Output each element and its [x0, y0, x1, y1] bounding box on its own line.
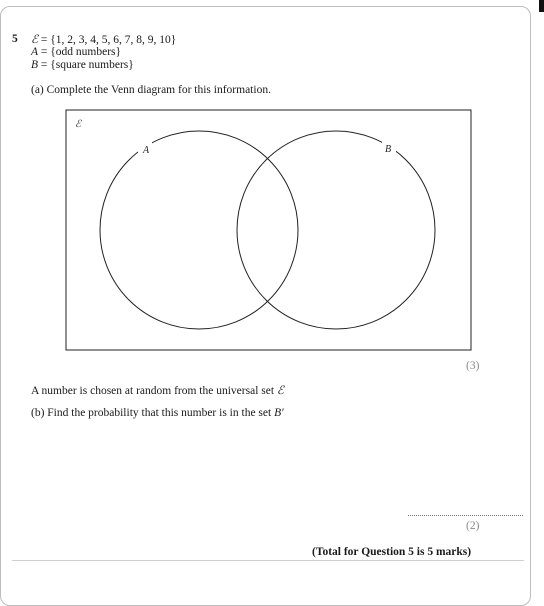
total-marks: (Total for Question 5 is 5 marks) — [312, 546, 472, 558]
part-b-text: (b) Find the probability that this number is in the set — [31, 407, 275, 419]
random-choice-text — [31, 384, 284, 398]
part-b-prompt — [31, 407, 284, 420]
part-a-prompt: (a) Complete the Venn diagram for this information. — [31, 84, 271, 96]
bottom-rule — [12, 560, 524, 561]
universal-symbol-inline: ℰ — [276, 383, 284, 397]
answer-line[interactable] — [408, 515, 523, 516]
set-b-label: B — [385, 144, 392, 155]
set-b-circle — [237, 131, 435, 329]
set-a-var: A — [31, 46, 39, 58]
universal-set-rectangle — [66, 110, 471, 350]
universal-set-label: ℰ — [75, 119, 82, 130]
set-a-circle — [100, 131, 298, 329]
set-a-label: A — [143, 145, 150, 156]
universal-set-values: = {1, 2, 3, 4, 5, 6, 7, 8, 9, 10} — [37, 34, 177, 46]
part-a-marks: (3) — [466, 360, 480, 372]
set-b-var: B — [31, 59, 39, 71]
set-a-values: = {odd numbers} — [38, 46, 122, 58]
universal-symbol: ℰ — [31, 32, 38, 46]
part-b-set: B′ — [274, 407, 284, 419]
question-number: 5 — [12, 33, 18, 45]
set-b-values: = {square numbers} — [38, 59, 134, 71]
part-b-marks: (2) — [466, 520, 480, 532]
random-choice-sentence: A number is chosen at random from the universal set — [31, 385, 277, 397]
